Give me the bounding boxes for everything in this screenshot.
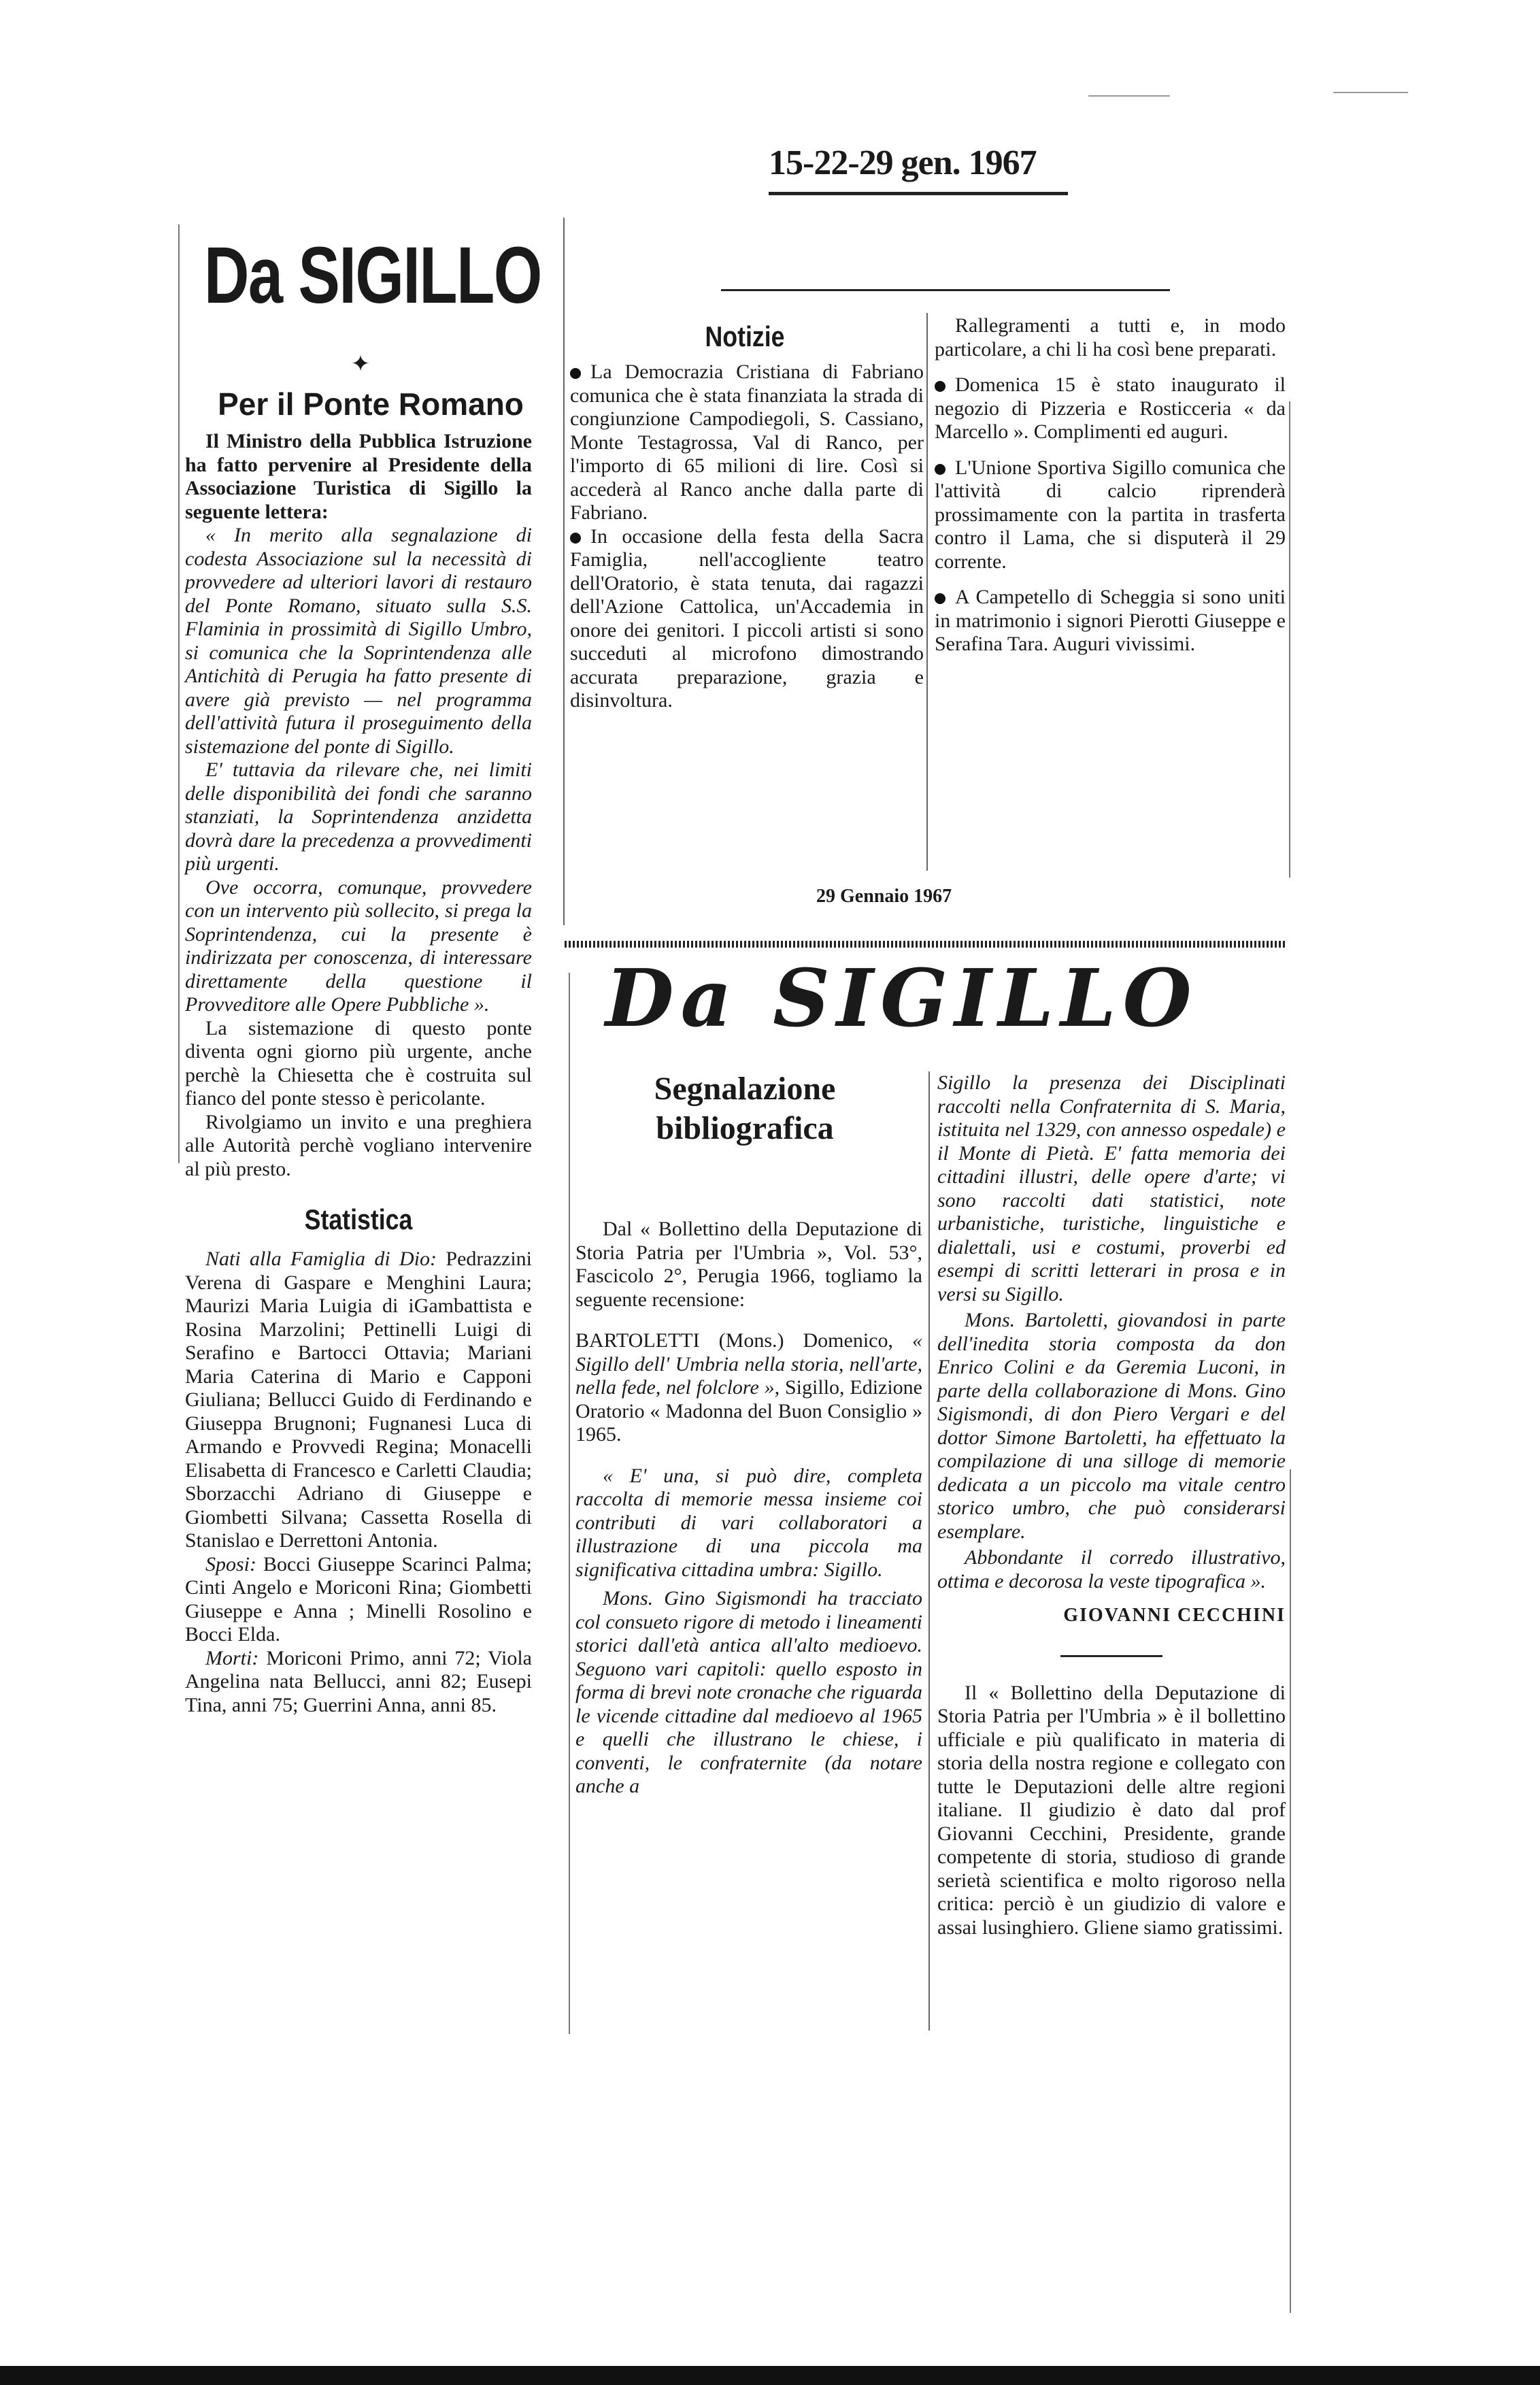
heading-segnalazione (575, 1069, 915, 1148)
biblio-rest: Sigillo, Edizione Oratorio « Madonna del Buon Consiglio » 1965. (575, 1376, 922, 1446)
notizie-item-2 (570, 525, 924, 713)
left-article-subtitle: Per il Ponte Romano (218, 386, 524, 422)
notizie-right-border (1289, 401, 1290, 878)
bullet-icon (935, 464, 945, 475)
notizie-item-3-text: Domenica 15 è stato inaugurato il negozio di Pizzeria e Rosticceria « da Marcello ». Complimenti ed auguri. (935, 373, 1286, 443)
signature-rule (1060, 1655, 1162, 1657)
letter-paragraph-3: Ove occorra, comunque, provvedere con un intervento più sollecito, si prega la Soprintendenza, cui la presente è indirizzata per conoscenza, di interessare direttamente della questione il Provveditore alle Opere Pubbliche ». (185, 875, 532, 1016)
letter-paragraph-2: E' tuttavia da rilevare che, nei limiti delle disponibilità dei fondi che saranno stanziati, la Soprintendenza anzidetta dovrà dare la precedenza a provvedimenti più urgenti. (185, 758, 532, 875)
left-article-body (185, 430, 532, 1717)
stat-sposi-label: Sposi: (205, 1552, 256, 1575)
top-scan-line-2 (1333, 92, 1408, 93)
notizie-item-1 (570, 361, 924, 525)
lower-right-border (1290, 1469, 1291, 2313)
notizie-column-2 (935, 314, 1286, 656)
notizie-top-rule (721, 289, 1170, 291)
notizie-continuation: Rallegramenti a tutti e, in modo particolare, a chi li ha così bene preparati. (935, 314, 1286, 361)
body-paragraph-2: Rivolgiamo un invito e una preghiera alle Autorità perchè vogliano intervenire al più presto. (185, 1110, 532, 1180)
notizie-item-5-text: A Campetello di Scheggia si sono uniti in matrimonio i signori Pierotti Giuseppe e Serafina Tara. Auguri vivissimi. (935, 586, 1286, 655)
stat-nati-text: Pedrazzini Verena di Gaspare e Menghini Laura; Maurizi Maria Luigia di iGambattista e Rosina Marzolini; Pettinelli Luigi di Serafino e Bartocci Ottavia; Mariani Maria Caterina di Mario e Capponi Giuliana; Bellucci Guido di Ferdinando e Giuseppa Brugnoni; Fugnanesi Luca di Armando e Provvedi Regina; Monacelli Elisabetta di Francesco e Carletti Claudia; Sborzacchi Adriano di Giuseppe e Giombetti Silvana; Cassetta Rosella di Stanislao e Derrettoni Antonia. (185, 1248, 532, 1552)
notizie-item-3 (935, 373, 1286, 444)
notizie-left-border (563, 218, 565, 925)
lower-column-2 (937, 1071, 1286, 1939)
bullet-icon (935, 593, 945, 604)
review-paragraph-5: Abbondante il corredo illustrativo, ottima e decorosa la veste tipografica ». (937, 1546, 1286, 1592)
lower-column-divider (928, 1071, 930, 2031)
biblio-author: BARTOLETTI (Mons.) Domenico, (575, 1329, 893, 1352)
stat-morti (185, 1647, 532, 1718)
masthead-da-sigillo: Da SIGILLO (605, 952, 1199, 1045)
notizie-item-2-text: In occasione della festa della Sacra Famiglia, nell'accogliente teatro dell'Oratorio, è stata tenuta, dai ragazzi dell'Azione Cattolica, un'Accademia in onore dei genitori. I piccoli artisti si sono succeduti al microfono dimostrando accurata preparazione, grazia e disinvoltura. (570, 524, 924, 712)
lower-left-border (569, 973, 570, 2034)
review-paragraph-1: « E' una, si può dire, completa raccolta di memorie messa insieme coi contributi di vari collaboratori a illustrazione di una piccola ma significativa cittadina umbra: Sigillo. (575, 1464, 922, 1581)
lower-paragraph-1: Dal « Bollettino della Deputazione di Storia Patria per l'Umbria », Vol. 53°, Fascicolo 2°, Perugia 1966, togliamo la seguente recensione: (575, 1218, 922, 1311)
left-article-title: Da SIGILLO (204, 231, 541, 320)
heading-line-1: Segnalazione (654, 1071, 836, 1107)
bottom-scan-edge (0, 2366, 1540, 2385)
lower-column-1 (575, 1218, 922, 1799)
heading-line-2: bibliografica (656, 1110, 834, 1146)
statistica-title: Statistica (304, 1203, 413, 1235)
review-signature: GIOVANNI CECCHINI (1063, 1605, 1286, 1626)
top-scan-line (1088, 95, 1170, 97)
closing-paragraph: Il « Bollettino della Deputazione di Storia Patria per l'Umbria » è il bollettino ufficiale e più qualificato in materia di storia della nostra regione e collegato con tutte le Deputazioni delle altre regioni italiane. Il giudizio è dato dal prof Giovanni Cecchini, Presidente, grande competente di storia, studioso di grande serietà scientifica e molto rigoroso nella critica: perciò è un giudizio di valore e assai lusinghiero. Gliene siamo gratissimi. (937, 1681, 1286, 1939)
stat-morti-label: Morti: (205, 1646, 259, 1669)
review-paragraph-3: Sigillo la presenza dei Disciplinati raccolti nella Confraternita di S. Maria, istituita nel 1329, con annesso ospedale) e il Monte di Pietà. E' fatta memoria dei cittadini illustri, delle opere d'arte; vi sono raccolti dati statistici, note urbanistiche, turistiche, linguistiche e dialettali, usi e costumi, proverbi ed esempi di scritti letterari in prosa e in versi su Sigillo. (937, 1071, 1286, 1305)
stat-nati-label: Nati alla Famiglia di Dio: (205, 1248, 437, 1270)
dotted-separator (565, 941, 1286, 948)
notizie-item-5 (935, 586, 1286, 656)
stat-nati (185, 1248, 532, 1553)
letter-intro: Il Ministro della Pubblica Istruzione ha fatto pervenire al Presidente della Associazione Turistica di Sigillo la seguente lettera: (185, 430, 532, 523)
body-paragraph-1: La sistemazione di questo ponte diventa ogni giorno più urgente, anche perchè la Chiesetta che è costruita sul fianco del ponte stesso è pericolante. (185, 1016, 532, 1110)
notizie-item-1-text: La Democrazia Cristiana di Fabriano comunica che è stata finanziata la strada di congiunzione Campodiegoli, S. Cassiano, Monte Testagrossa, Val di Ranco, per l'importo di 65 milioni di lire. Così si accederà al Ranco anche dalla parte di Fabriano. (570, 361, 924, 524)
review-paragraph-4: Mons. Bartoletti, giovandosi in parte dell'inedita storia composta da don Enrico Colini e da Geremia Luconi, in parte della collaborazione di Mons. Gino Sigismondi, di don Piero Vergari e del dottor Simone Bartoletti, ha effettuato la compilazione di una silloge di memorie dedicata a un piccolo ma vitale centro storico umbro, che può considerarsi esemplare. (937, 1309, 1286, 1543)
bullet-icon (570, 368, 581, 379)
notizie-item-4-text: L'Unione Sportiva Sigillo comunica che l'attività di calcio riprenderà prossimamente con la partita in trasferta contro il Lama, che si disputerà il 29 corrente. (935, 456, 1286, 573)
notizie-title: Notizie (705, 320, 785, 352)
left-column-border (178, 224, 180, 1163)
notizie-column-divider (926, 313, 928, 871)
stat-sposi (185, 1553, 532, 1647)
notizie-column-1 (570, 361, 924, 713)
biblio-entry (575, 1329, 922, 1447)
review-paragraph-2: Mons. Gino Sigismondi ha tracciato col consueto rigore di metodo i lineamenti storici dall'età antica all'alto medioevo. Seguono vari capitoli: quello esposto in forma di brevi note cronache che riguarda le vicende cittadine dal medioevo al 1965 e quelli che illustrano le chiese, i conventi, le confraternite (da notare anche a (575, 1587, 922, 1797)
ornament-star-icon: ✦ (350, 350, 371, 378)
biblio-title: « Sigillo dell' Umbria nella storia, nell'arte, nella fede, nel folclore », (575, 1329, 923, 1399)
letter-paragraph-1: « In merito alla segnalazione di codesta Associazione sul la necessità di provvedere ad ulteriori lavori di restauro del Ponte Romano, situato sulla S.S. Flaminia in prossimità di Sigillo Umbro, si comunica che la Soprintendenza alle Antichità di Perugia ha fatto presente di avere già previsto — nel programma dell'attività futura il proseguimento della sistemazione del ponte di Sigillo. (185, 524, 532, 758)
lower-article-date: 29 Gennaio 1967 (816, 886, 952, 907)
date-header: 15-22-29 gen. 1967 (769, 144, 1037, 182)
date-underline (769, 192, 1068, 195)
bullet-icon (935, 381, 945, 392)
stat-sposi-text: Bocci Giuseppe Scarinci Palma; Cinti Angelo e Moriconi Rina; Giombetti Giuseppe e Anna ; Minelli Rosolino e Bocci Elda. (185, 1552, 532, 1646)
bullet-icon (570, 533, 581, 544)
notizie-item-4 (935, 456, 1286, 574)
stat-morti-text: Moriconi Primo, anni 72; Viola Angelina nata Bellucci, anni 82; Eusepi Tina, anni 75; Guerrini Anna, anni 85. (185, 1646, 532, 1716)
